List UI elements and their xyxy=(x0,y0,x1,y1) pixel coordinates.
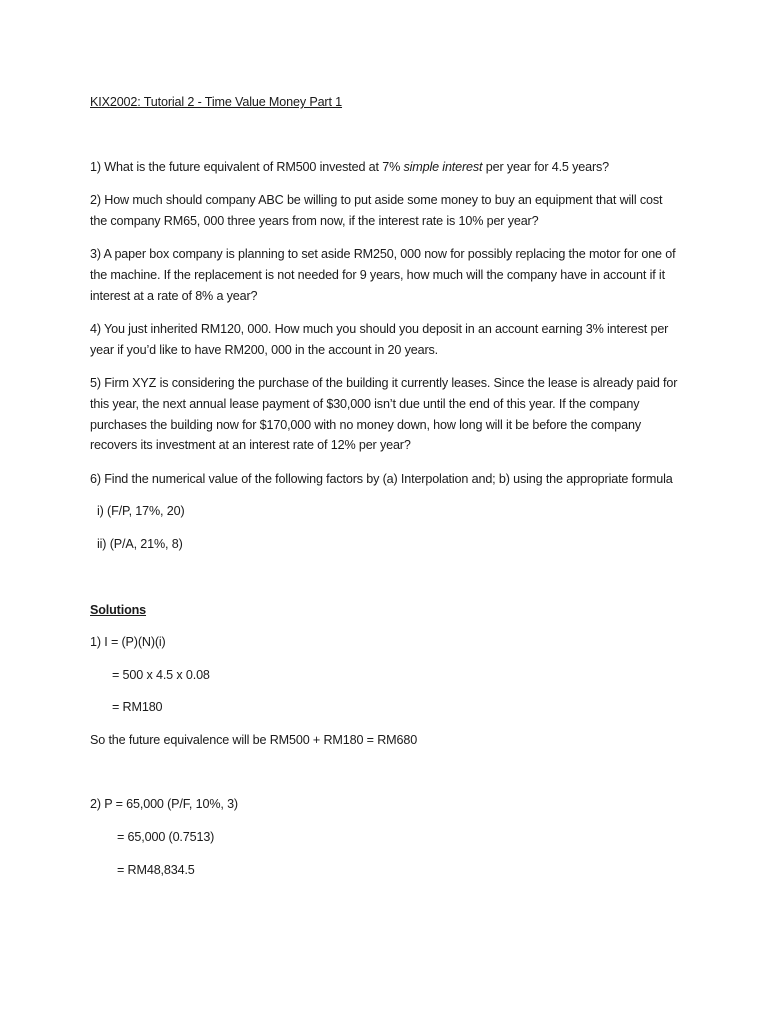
question-1 xyxy=(90,157,680,178)
solution-2-line-2: = 65,000 (0.7513) xyxy=(117,830,215,845)
question-3: 3) A paper box company is planning to set aside RM250, 000 now for possibly replacing the motor for one of the machine. If the replacement is not needed for 9 years, how much will the company have in account if it interest at a rate of 8% a year? xyxy=(90,247,676,303)
question-1-tail: per year for 4.5 years? xyxy=(482,159,610,174)
question-2: 2) How much should company ABC be willing to put aside some money to buy an equipment that will cost the company RM65, 000 three years from now, if the interest rate is 10% per year? xyxy=(90,193,663,228)
question-6: 6) Find the numerical value of the following factors by (a) Interpolation and; b) using the appropriate formula xyxy=(90,471,673,486)
question-5: 5) Firm XYZ is considering the purchase of the building it currently leases. Since the lease is already paid for this year, the next annual lease payment of $30,000 isn’t due until the end of this year. If the company purchases the building now for $170,000 with no money down, how long will it be before the company recovers its investment at an interest rate of 12% per year? xyxy=(90,376,678,453)
question-1-text: 1) What is the future equivalent of RM500 invested at 7% xyxy=(90,159,404,174)
solution-1-line-2: = 500 x 4.5 x 0.08 xyxy=(112,667,210,682)
solution-1-line-1: 1) I = (P)(N)(i) xyxy=(90,635,166,650)
solution-2-line-3: = RM48,834.5 xyxy=(117,862,195,877)
solution-2-line-1: 2) P = 65,000 (P/F, 10%, 3) xyxy=(90,797,238,812)
question-6-item-i: i) (F/P, 17%, 20) xyxy=(97,504,185,519)
solutions-heading: Solutions xyxy=(90,602,147,617)
solution-1-line-3: = RM180 xyxy=(112,700,163,715)
solution-1-conclusion: So the future equivalence will be RM500 + RM180 = RM680 xyxy=(90,732,418,747)
question-6-item-ii: ii) (P/A, 21%, 8) xyxy=(97,536,183,551)
question-4: 4) You just inherited RM120, 000. How much you should you deposit in an account earning 3% interest per year if you’d like to have RM200, 000 in the account in 20 years. xyxy=(90,322,669,357)
question-1-emphasis: simple interest xyxy=(403,159,483,174)
document-title: KIX2002: Tutorial 2 - Time Value Money Part 1 xyxy=(90,95,343,109)
document-body xyxy=(90,92,680,880)
